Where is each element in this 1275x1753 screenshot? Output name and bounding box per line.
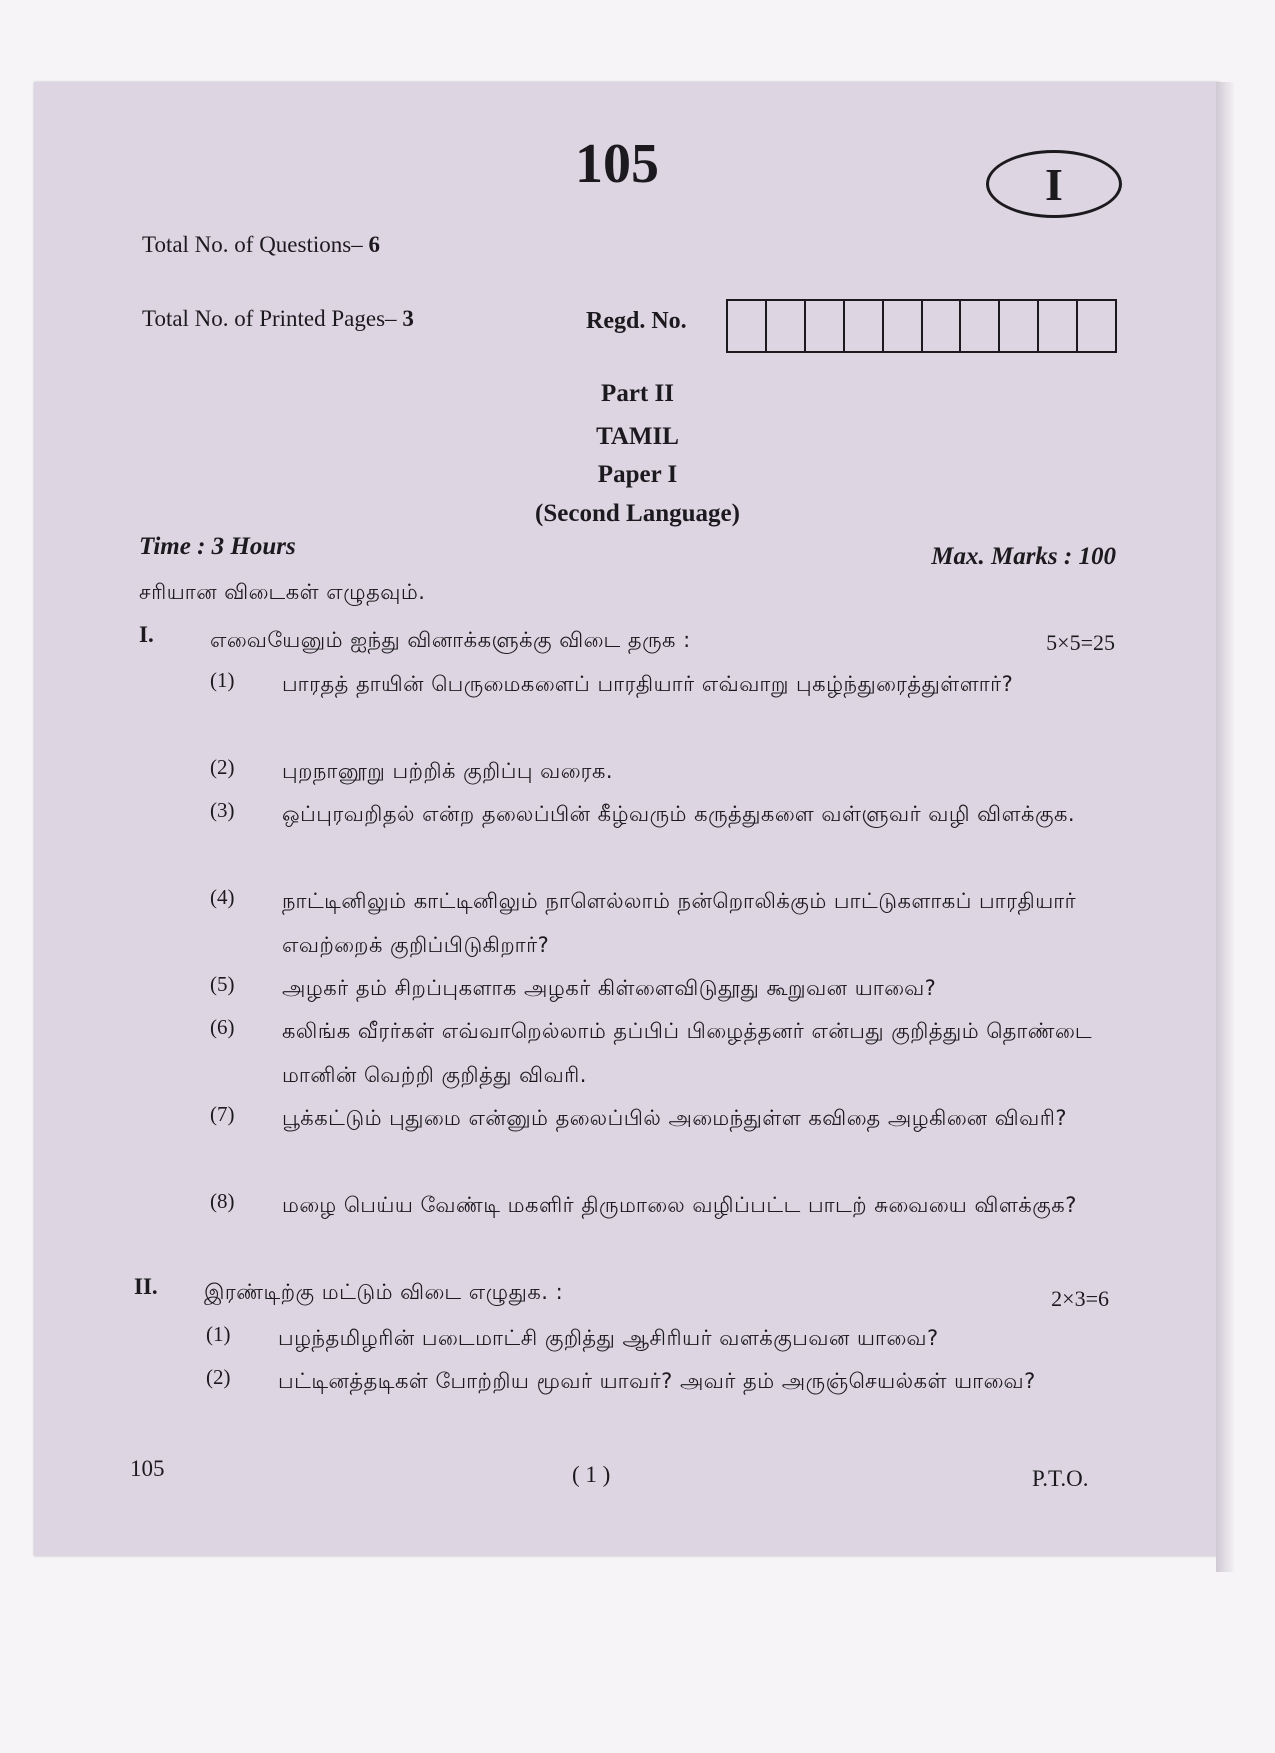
paper-title: Paper I xyxy=(597,461,678,488)
question-number: (2) xyxy=(210,755,235,779)
question-text: கலிங்க வீரர்கள் எவ்வாறெல்லாம் தப்பிப் பிழைத்தனர் என்பது குறித்தும் தொண்டை மானின் வெற்றி குறித்து விவரி. xyxy=(282,1019,1093,1087)
question-text: பழந்தமிழரின் படைமாட்சி குறித்து ஆசிரியர் வளக்குபவன யாவை? xyxy=(278,1326,939,1350)
time-allowed: Time : 3 Hours xyxy=(139,533,296,560)
question-text: மழை பெய்ய வேண்டி மகளிர் திருமாலை வழிப்பட்ட பாடற் சுவையை விளக்குக? xyxy=(282,1193,1077,1217)
footer-code: 105 xyxy=(130,1456,165,1481)
regd-cell[interactable] xyxy=(1039,301,1078,351)
regd-number-boxes[interactable] xyxy=(726,299,1117,353)
total-pages-label: Total No. of Printed Pages– xyxy=(142,306,397,331)
total-pages xyxy=(142,306,414,332)
regd-cell[interactable] xyxy=(767,301,806,351)
page-number: ( 1 ) xyxy=(572,1462,611,1487)
section-marks: 5×5=25 xyxy=(1046,630,1115,655)
part-title: Part II xyxy=(601,380,674,407)
regd-cell[interactable] xyxy=(1078,301,1115,351)
total-questions-label: Total No. of Questions– xyxy=(142,232,363,257)
total-questions-value: 6 xyxy=(368,232,380,257)
question-number: (6) xyxy=(210,1015,235,1039)
section-marks: 2×3=6 xyxy=(1051,1286,1109,1311)
regd-cell[interactable] xyxy=(728,301,767,351)
language-title: (Second Language) xyxy=(535,500,740,527)
subject-title: TAMIL xyxy=(596,423,679,450)
paper-edge xyxy=(1216,82,1234,1572)
section-heading: இரண்டிற்கு மட்டும் விடை எழுதுக. : xyxy=(204,1280,564,1304)
question-number: (4) xyxy=(210,885,235,909)
regd-cell[interactable] xyxy=(845,301,884,351)
section-heading: எவையேனும் ஐந்து வினாக்களுக்கு விடை தருக : xyxy=(210,628,691,652)
regd-cell[interactable] xyxy=(1000,301,1039,351)
question-text: ஒப்புரவறிதல் என்ற தலைப்பின் கீழ்வரும் கருத்துகளை வள்ளுவர் வழி விளக்குக. xyxy=(282,802,1076,826)
set-label: I xyxy=(1045,158,1063,210)
question-number: (7) xyxy=(210,1102,235,1126)
question-number: (1) xyxy=(210,668,235,692)
question-number: (1) xyxy=(206,1322,231,1346)
regd-cell[interactable] xyxy=(961,301,1000,351)
question-number: (5) xyxy=(210,972,235,996)
section-number: II. xyxy=(134,1274,158,1299)
regd-cell[interactable] xyxy=(806,301,845,351)
question-number: (8) xyxy=(210,1189,235,1213)
section-number: I. xyxy=(139,622,154,647)
question-number: (2) xyxy=(206,1365,231,1389)
pto-label: P.T.O. xyxy=(1032,1466,1089,1491)
instruction: சரியான விடைகள் எழுதவும். xyxy=(139,580,426,604)
paper-code: 105 xyxy=(575,133,659,195)
regd-label: Regd. No. xyxy=(586,308,687,334)
max-marks: Max. Marks : 100 xyxy=(931,543,1116,570)
regd-cell[interactable] xyxy=(923,301,962,351)
question-text: அழகர் தம் சிறப்புகளாக அழகர் கிள்ளைவிடுதூது கூறுவன யாவை? xyxy=(282,976,937,1000)
regd-cell[interactable] xyxy=(884,301,923,351)
total-questions xyxy=(142,232,380,258)
question-text: பட்டினத்தடிகள் போற்றிய மூவர் யாவர்? அவர் தம் அருஞ்செயல்கள் யாவை? xyxy=(278,1369,1036,1393)
question-text: புறநானூறு பற்றிக் குறிப்பு வரைக. xyxy=(282,759,614,783)
total-pages-value: 3 xyxy=(402,306,414,331)
question-number: (3) xyxy=(210,798,235,822)
question-text: பூக்கட்டும் புதுமை என்னும் தலைப்பில் அமைந்துள்ள கவிதை அழகினை விவரி? xyxy=(282,1106,1068,1130)
set-badge xyxy=(986,150,1122,218)
question-text: நாட்டினிலும் காட்டினிலும் நாளெல்லாம் நன்றொலிக்கும் பாட்டுகளாகப் பாரதியார் எவற்றைக் குறிப்பிடுகிறார்? xyxy=(282,889,1077,957)
question-text: பாரதத் தாயின் பெருமைகளைப் பாரதியார் எவ்வாறு புகழ்ந்துரைத்துள்ளார்? xyxy=(282,672,1014,696)
